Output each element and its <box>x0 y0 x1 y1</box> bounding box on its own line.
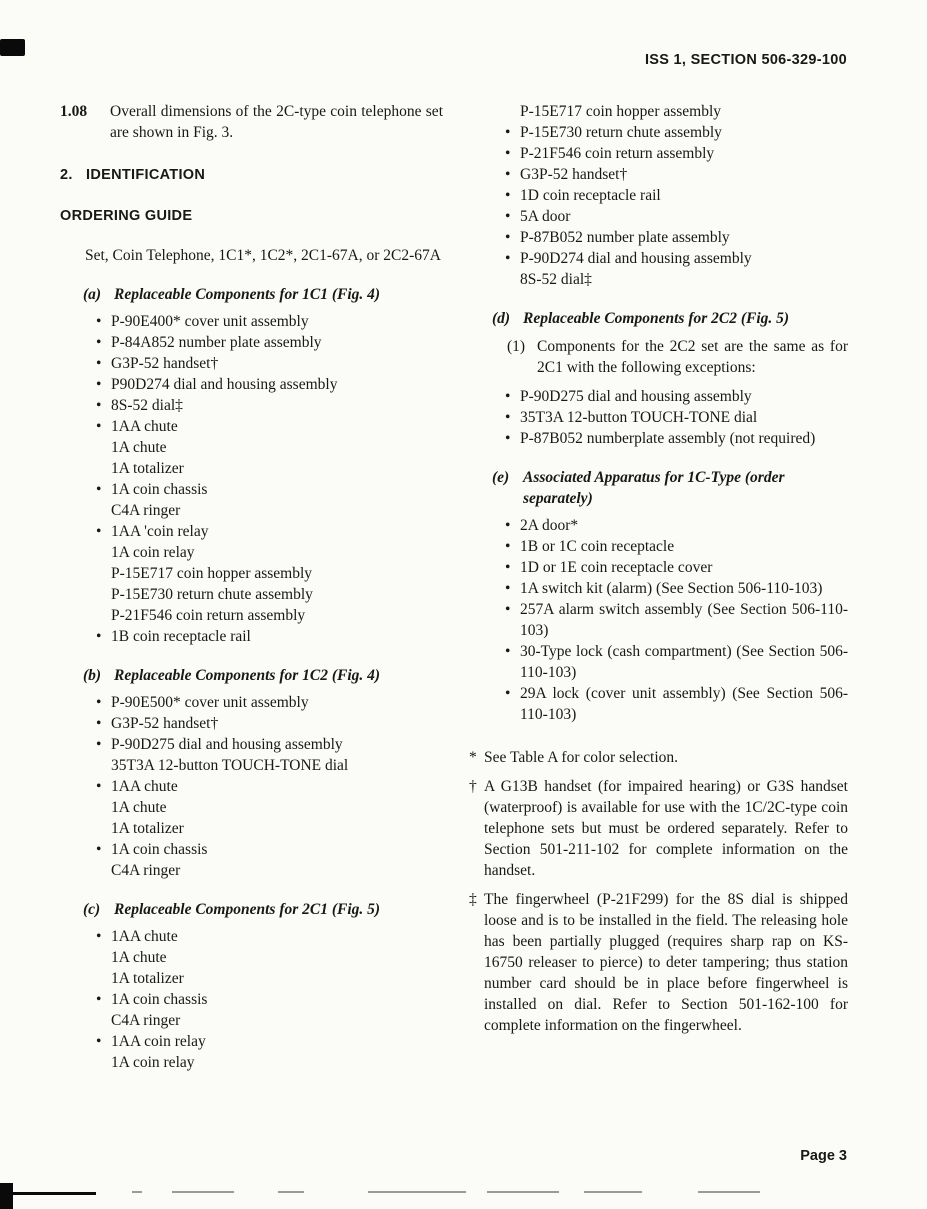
subsection-b-heading <box>83 665 443 686</box>
component-list-a <box>96 311 443 647</box>
page-body <box>60 101 848 1073</box>
subsection-d-heading <box>492 308 848 329</box>
bullet-icon: • <box>505 580 511 597</box>
heading-ordering-guide: ORDERING GUIDE <box>60 208 193 224</box>
component-item <box>505 599 848 641</box>
component-item <box>96 332 443 353</box>
bullet-icon: • <box>96 355 102 372</box>
component-item <box>96 692 443 713</box>
footnote-text: A G13B handset (for impaired hearing) or G3S handset (waterproof) is available for use with the 1C/2C-type coin telephone sets but must be ordered separately. Refer to Section 501-211-102 for complete information on the handset. <box>484 778 848 879</box>
component-item-text: P-90D275 dial and housing assembly <box>520 388 752 405</box>
component-item <box>505 101 848 122</box>
subsection-title: Replaceable Components for 1C1 (Fig. 4) <box>114 286 381 303</box>
component-item-text: P-87B052 numberplate assembly (not required) <box>520 430 816 447</box>
numbered-item-label: (1) <box>507 338 526 355</box>
component-item-text: 1A coin chassis <box>111 481 208 498</box>
bullet-icon: • <box>96 715 102 732</box>
bullet-icon: • <box>505 208 511 225</box>
component-item <box>96 521 443 542</box>
component-item <box>96 968 443 989</box>
bullet-icon: • <box>96 928 102 945</box>
component-item-text: P-84A852 number plate assembly <box>111 334 322 351</box>
component-item <box>96 755 443 776</box>
scan-artifact-bottom-line <box>0 1192 96 1195</box>
component-item <box>96 416 443 437</box>
scan-artifact-top-left <box>0 39 25 56</box>
component-item <box>96 1010 443 1031</box>
heading-section-title: IDENTIFICATION <box>86 167 206 183</box>
subsection-label: (e) <box>492 469 510 486</box>
component-item <box>96 458 443 479</box>
subsection-label: (b) <box>83 667 102 684</box>
component-item <box>505 164 848 185</box>
component-list-b <box>96 692 443 881</box>
bullet-icon: • <box>96 991 102 1008</box>
component-item-text: 8S-52 dial‡ <box>520 271 592 288</box>
component-item-text: 35T3A 12-button TOUCH-TONE dial <box>520 409 758 426</box>
component-item <box>96 563 443 584</box>
bullet-icon: • <box>505 601 511 618</box>
page-header <box>645 50 847 71</box>
footnote-text: See Table A for color selection. <box>484 749 679 766</box>
component-item-text: G3P-52 handset† <box>111 715 219 732</box>
component-item <box>505 122 848 143</box>
bullet-icon: • <box>505 538 511 555</box>
bullet-icon: • <box>505 409 511 426</box>
component-item-text: G3P-52 handset† <box>520 166 628 183</box>
component-item <box>505 428 848 449</box>
component-item <box>96 860 443 881</box>
component-item <box>505 578 848 599</box>
bullet-icon: • <box>505 250 511 267</box>
component-item <box>96 989 443 1010</box>
footnotes <box>469 747 848 1036</box>
footnote-text: The fingerwheel (P-21F299) for the 8S dial is shipped loose and is to be installed in the field. The releasing hole has been partially plugged (requires sharp rap on KS-16750 releaser to pierce) to deter tampering; thus station number card should be in place before fingerwheel is installed on dial. Refer to Section 501-162-100 for complete information on the fingerwheel. <box>484 891 848 1034</box>
page-number: Page 3 <box>800 1148 847 1164</box>
component-item <box>505 683 848 725</box>
component-item <box>96 1052 443 1073</box>
component-item <box>96 797 443 818</box>
bullet-icon: • <box>505 388 511 405</box>
bullet-icon: • <box>96 778 102 795</box>
component-item-text: P-21F546 coin return assembly <box>111 607 306 624</box>
bullet-icon: • <box>96 694 102 711</box>
subsection-title: Replaceable Components for 1C2 (Fig. 4) <box>114 667 381 684</box>
bullet-icon: • <box>96 523 102 540</box>
subsection-b <box>60 665 443 881</box>
component-item <box>505 557 848 578</box>
component-item-text: 1B or 1C coin receptacle <box>520 538 675 555</box>
component-item-text: P-90E400* cover unit assembly <box>111 313 309 330</box>
scan-artifact-dash <box>172 1191 234 1193</box>
footnote-symbol: ‡ <box>469 891 477 908</box>
bullet-icon: • <box>505 559 511 576</box>
component-item-text: 1A coin chassis <box>111 841 208 858</box>
component-item <box>96 713 443 734</box>
scan-artifact-dash <box>698 1191 760 1193</box>
component-item-text: P-15E717 coin hopper assembly <box>111 565 313 582</box>
subsection-title: Replaceable Components for 2C2 (Fig. 5) <box>523 310 790 327</box>
component-item <box>505 536 848 557</box>
subsection-e <box>469 467 848 725</box>
component-item-text: 1D or 1E coin receptacle cover <box>520 559 713 576</box>
component-item <box>505 515 848 536</box>
footnote <box>469 776 848 881</box>
subsection-title: Associated Apparatus for 1C-Type (order separately) <box>523 469 785 507</box>
bullet-icon: • <box>505 517 511 534</box>
heading-identification <box>60 165 443 186</box>
component-item <box>505 227 848 248</box>
footnote-symbol: * <box>469 749 477 766</box>
bullet-icon: • <box>96 376 102 393</box>
component-item-text: 1A chute <box>111 949 167 966</box>
bullet-icon: • <box>505 124 511 141</box>
component-item <box>96 311 443 332</box>
subsection-d-paragraph <box>507 336 848 378</box>
component-item <box>505 269 848 290</box>
bullet-icon: • <box>96 397 102 414</box>
component-item <box>96 839 443 860</box>
component-item-text: 30-Type lock (cash compartment) (See Section 506-110-103) <box>520 643 848 681</box>
component-item-text: 1A chute <box>111 799 167 816</box>
component-item <box>505 248 848 269</box>
component-item-text: 1A coin relay <box>111 544 195 561</box>
bullet-icon: • <box>96 313 102 330</box>
component-item-text: C4A ringer <box>111 1012 181 1029</box>
subsection-a-heading <box>83 284 443 305</box>
footnote-symbol: † <box>469 778 477 795</box>
component-item-text: P-15E730 return chute assembly <box>520 124 722 141</box>
scan-artifact-dash <box>584 1191 642 1193</box>
component-item <box>96 437 443 458</box>
component-item-text: 1AA chute <box>111 418 178 435</box>
component-item-text: 1A totalizer <box>111 820 184 837</box>
component-item-text: P-90D275 dial and housing assembly <box>111 736 343 753</box>
subsection-d <box>469 308 848 449</box>
subsection-e-heading <box>492 467 848 509</box>
subsection-label: (d) <box>492 310 511 327</box>
component-item-text: 1A switch kit (alarm) (See Section 506-110-103) <box>520 580 823 597</box>
subsection-label: (a) <box>83 286 102 303</box>
component-item <box>96 776 443 797</box>
component-item <box>505 185 848 206</box>
component-item-text: 1B coin receptacle rail <box>111 628 251 645</box>
component-item-text: C4A ringer <box>111 862 181 879</box>
component-item <box>96 605 443 626</box>
bullet-icon: • <box>96 418 102 435</box>
component-item <box>96 395 443 416</box>
component-item-text: 1AA 'coin relay <box>111 523 209 540</box>
component-item <box>96 479 443 500</box>
numbered-item-text: Components for the 2C2 set are the same as for 2C1 with the following exceptions: <box>537 338 848 376</box>
component-item-text: P90D274 dial and housing assembly <box>111 376 338 393</box>
component-item-text: P-21F546 coin return assembly <box>520 145 715 162</box>
bullet-icon: • <box>96 334 102 351</box>
subsection-c <box>60 899 443 1073</box>
component-item <box>96 353 443 374</box>
scan-artifact-bottom-left <box>0 1183 13 1209</box>
bullet-icon: • <box>96 736 102 753</box>
component-item <box>96 626 443 647</box>
component-item-text: P-90E500* cover unit assembly <box>111 694 309 711</box>
component-item-text: P-87B052 number plate assembly <box>520 229 730 246</box>
footnote <box>469 747 848 768</box>
bullet-icon: • <box>505 187 511 204</box>
scan-artifact-dash <box>368 1191 466 1193</box>
component-item <box>96 1031 443 1052</box>
paragraph-text: Overall dimensions of the 2C-type coin telephone set are shown in Fig. 3. <box>110 103 443 141</box>
component-item-text: 1AA chute <box>111 778 178 795</box>
component-item-text: P-15E730 return chute assembly <box>111 586 313 603</box>
right-column <box>469 101 848 1073</box>
component-item <box>505 386 848 407</box>
component-item-text: 29A lock (cover unit assembly) (See Section 506-110-103) <box>520 685 848 723</box>
component-item <box>96 542 443 563</box>
component-item-text: 1AA chute <box>111 928 178 945</box>
component-item-text: 8S-52 dial‡ <box>111 397 183 414</box>
component-item-text: P-90D274 dial and housing assembly <box>520 250 752 267</box>
bullet-icon: • <box>505 145 511 162</box>
bullet-icon: • <box>96 841 102 858</box>
footnote <box>469 889 848 1036</box>
header-issue-section: ISS 1, SECTION 506-329-100 <box>644 52 847 68</box>
component-item-text: 1AA coin relay <box>111 1033 206 1050</box>
scan-artifact-dash <box>278 1191 304 1193</box>
left-column <box>60 101 443 1073</box>
heading-section-number: 2. <box>60 167 73 183</box>
component-item <box>96 584 443 605</box>
subsection-a <box>60 284 443 647</box>
component-item <box>505 206 848 227</box>
component-item <box>96 947 443 968</box>
bullet-icon: • <box>96 481 102 498</box>
component-item <box>505 641 848 683</box>
component-item-text: 35T3A 12-button TOUCH-TONE dial <box>111 757 349 774</box>
component-list-c <box>96 926 443 1073</box>
bullet-icon: • <box>505 166 511 183</box>
bullet-icon: • <box>505 229 511 246</box>
component-item <box>96 734 443 755</box>
component-item-text: 257A alarm switch assembly (See Section 506-110-103) <box>520 601 848 639</box>
component-item-text: 2A door* <box>520 517 579 534</box>
scan-artifact-dash <box>132 1191 142 1193</box>
component-item-text: 1A coin relay <box>111 1054 195 1071</box>
page-footer <box>800 1146 847 1167</box>
component-item <box>96 926 443 947</box>
component-item-text: 1A totalizer <box>111 460 184 477</box>
bullet-icon: • <box>96 1033 102 1050</box>
component-list-d <box>505 386 848 449</box>
component-item-text: 1D coin receptacle rail <box>520 187 661 204</box>
ordering-set-line: Set, Coin Telephone, 1C1*, 1C2*, 2C1-67A, or 2C2-67A <box>85 247 441 264</box>
component-item <box>96 500 443 521</box>
paragraph-number: 1.08 <box>60 103 88 120</box>
component-item-text: 1A chute <box>111 439 167 456</box>
bullet-icon: • <box>505 685 511 702</box>
subsection-label: (c) <box>83 901 101 918</box>
component-item-text: G3P-52 handset† <box>111 355 219 372</box>
component-item-text: P-15E717 coin hopper assembly <box>520 103 722 120</box>
component-item-text: C4A ringer <box>111 502 181 519</box>
component-item-text: 5A door <box>520 208 571 225</box>
component-item-text: 1A coin chassis <box>111 991 208 1008</box>
component-list-c-continued <box>505 101 848 290</box>
paragraph-1-08 <box>60 101 443 143</box>
subsection-c-heading <box>83 899 443 920</box>
component-item <box>505 143 848 164</box>
component-item <box>505 407 848 428</box>
bullet-icon: • <box>505 643 511 660</box>
component-item <box>96 374 443 395</box>
component-item <box>96 818 443 839</box>
scan-artifact-dash <box>487 1191 559 1193</box>
bullet-icon: • <box>96 628 102 645</box>
component-list-e <box>505 515 848 725</box>
component-item-text: 1A totalizer <box>111 970 184 987</box>
bullet-icon: • <box>505 430 511 447</box>
subsection-title: Replaceable Components for 2C1 (Fig. 5) <box>114 901 381 918</box>
